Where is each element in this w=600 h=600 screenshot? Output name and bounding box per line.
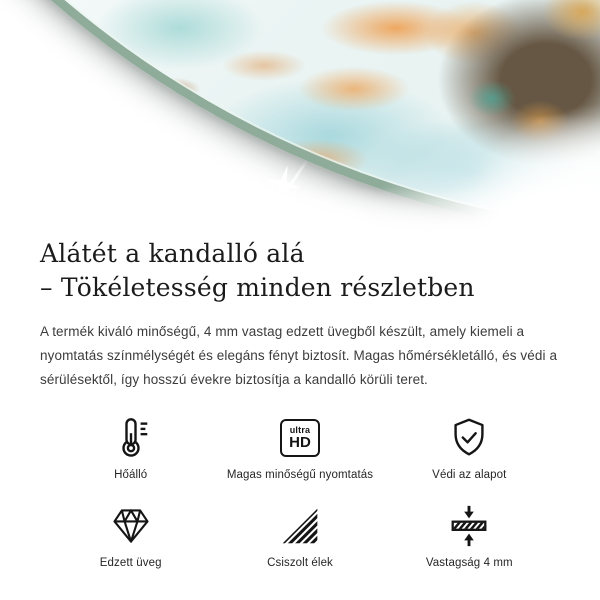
- feature-thickness: [385, 501, 554, 569]
- product-description-section: [0, 237, 600, 569]
- ultra-hd-icon: [280, 413, 320, 463]
- feature-protects-base: [385, 413, 554, 481]
- glass-glint: [277, 160, 309, 205]
- feature-label: Védi az alapot: [432, 469, 507, 481]
- feature-label: Edzett üveg: [99, 557, 162, 569]
- feature-label: Csiszolt élek: [267, 557, 333, 569]
- polished-edge-icon: [277, 501, 323, 551]
- feature-label: Vastagság 4 mm: [425, 557, 513, 569]
- feature-high-quality-print: [215, 413, 384, 481]
- title-line-2: – Tökéletesség minden részletben: [40, 273, 475, 302]
- shield-check-icon: [446, 413, 492, 463]
- product-image: [0, 0, 600, 234]
- ultra-hd-icon-text-top: ultra: [289, 425, 311, 435]
- thermometer-icon: [108, 413, 154, 463]
- feature-polished-edges: [215, 501, 384, 569]
- title-line-1: Alátét a kandalló alá: [40, 239, 305, 268]
- feature-label: Hőálló: [114, 469, 148, 481]
- feature-heat-resistant: [46, 413, 215, 481]
- thickness-icon: [446, 501, 492, 551]
- feature-tempered-glass: [46, 501, 215, 569]
- page-title: [40, 237, 560, 305]
- feature-grid: [40, 413, 560, 569]
- product-description-text: A termék kiváló minőségű, 4 mm vastag edzett üvegből készült, amely kiemeli a nyomtatás színmélységét és elegáns fényt biztosít. Magas hőmérsékletálló, és védi a sérülésektől, így hosszú évekre biztosítja a kandalló körüli teret.: [40, 324, 558, 387]
- ultra-hd-icon-text-bottom: HD: [289, 434, 311, 451]
- feature-label: Magas minőségű nyomtatás: [226, 469, 374, 481]
- sparkle-icon: [262, 163, 304, 205]
- diamond-icon: [108, 501, 154, 551]
- product-hero: [0, 0, 600, 234]
